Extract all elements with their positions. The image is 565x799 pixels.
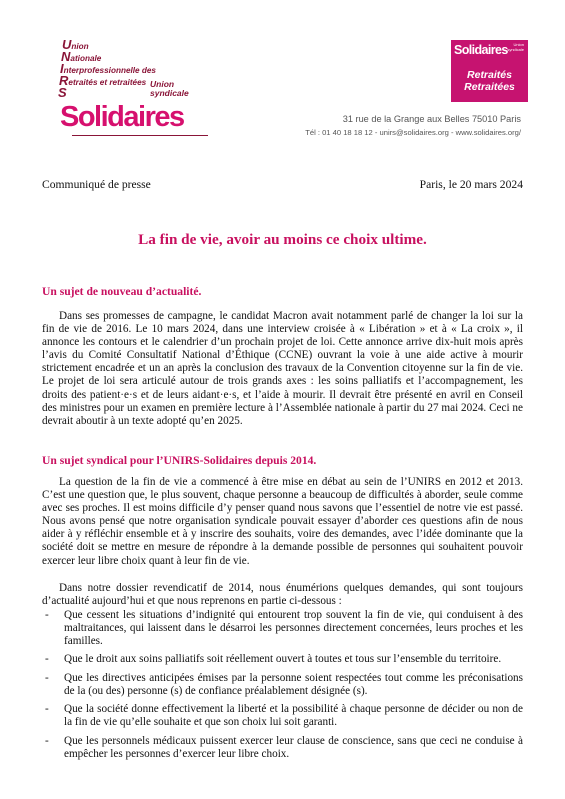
logo-tagline: Union syndicale — [507, 42, 524, 52]
list-item: - Que les personnels médicaux puissent exercer leur clause de conscience, sans que ceci ne conduise à empêcher les personnes d’exercer leur libre choix. — [45, 734, 523, 760]
dateline: Paris, le 20 mars 2024 — [419, 178, 523, 191]
list-item: - Que cessent les situations d’indignité qui entourent trop souvent la fin de vie, qui conduisent à des maltraitances, qui laissent dans le désarroi les personnes directement concernées, leurs proches et les familles. — [45, 609, 523, 648]
bullet-dash: - — [45, 671, 49, 684]
list-item: - Que la société donne effectivement la liberté et la possibilité à chaque personne de décider ou non de la fin de vie qu’elle souhaite et que son choix lui soit garanti. — [45, 703, 523, 729]
section-heading: Un sujet syndical pour l’UNIRS-Solidaires depuis 2014. — [42, 454, 317, 467]
logo-retraitees: Retraitées — [464, 81, 515, 93]
demands-list — [42, 609, 523, 766]
body-paragraph: Dans ses promesses de campagne, le candidat Macron avait notamment parlé de changer la loi sur la fin de vie de 2016. Le 10 mars 2024, dans une interview croisée à « Libération » et à « La croix », il annonce les contours et le calendrier d’un prochain projet de loi. Cette annonce arrive dix-huit mois après l’avis du Comité Consultatif National d’Éthique (CCNE) ouvrant la voie à une aide active à mourir strictement encadrée et un an après la conclusion des travaux de la Convention citoyenne sur la fin de vie. Le projet de loi sera articulé autour de trois grands axes : les soins palliatifs et l’accompagnement, les droits des patient·e·s et de leurs aidant·e·s, et l’aide à mourir. Il devrait être présenté en avril en Conseil des ministres pour un examen en première lecture à l’Assemblée nationale à partir du 27 mai 2024. Ceci ne devrait aboutir à un texte adopté qu’en 2025. — [42, 310, 523, 427]
logo-acronym-line: Interprofessionnelle des — [60, 61, 156, 76]
logo-union-syndicale: Union syndicale — [150, 79, 189, 98]
bullet-dash: - — [45, 734, 49, 747]
list-item: - Que le droit aux soins palliatifs soit réellement ouvert à toutes et tous sur l’ensemble du territoire. — [45, 653, 502, 666]
bullet-dash: - — [45, 653, 49, 666]
page-title: La fin de vie, avoir au moins ce choix ultime. — [138, 231, 427, 248]
logo-acronym-line: S — [58, 85, 67, 100]
logo-acronym-line: Retraités et retraitées — [59, 73, 147, 88]
body-paragraph: Dans notre dossier revendicatif de 2014, nous énumérions quelques demandes, qui sont toujours d’actualité aujourd’hui et que nous reprenons en partie ci-dessous : — [42, 582, 523, 608]
logo-acronym-line: Union — [62, 37, 89, 52]
logo-acronym-line: Nationale — [61, 49, 102, 64]
contact-line: Tél : 01 40 18 18 12 - unirs@solidaires.org - www.solidaires.org/ — [305, 128, 521, 137]
logo-retraites: Retraités — [467, 69, 512, 81]
body-paragraph: La question de la fin de vie a commencé à être mise en débat au sein de l’UNIRS en 2012 et 2013. C’est une question que, le plus souvent, chaque personne a beaucoup de difficultés à aborder, seule comme avec ses proches. Il est moins difficile d’y penser quand nous savons que l’essentiel de notre vie est passé. Nous avons pensé que notre organisation syndicale pouvait essayer d’aborder ces questions afin de nous aider à y réfléchir ensemble et à y inscrire des souhaits, voire des demandes, avec l’idée dominante que la société doit se mettre en mesure de répondre à la demande possible de personnes qui souhaitent pouvoir exercer leur libre choix quant à leur fin de vie. — [42, 476, 523, 567]
logo-wordmark: Solidaires — [60, 101, 184, 133]
press-release-label: Communiqué de presse — [42, 178, 151, 191]
logo-wordmark: Solidaires — [454, 43, 508, 57]
list-item: - Que les directives anticipées émises par la personne soient respectées tout comme les préconisations de la (ou des) personne (s) de confiance préalablement désignée (s). — [45, 671, 523, 697]
address-line: 31 rue de la Grange aux Belles 75010 Paris — [342, 114, 521, 124]
retraites-logo — [451, 40, 528, 102]
bullet-dash: - — [45, 703, 49, 716]
unirs-logo — [58, 37, 208, 140]
logo-underline — [72, 135, 208, 136]
section-heading: Un sujet de nouveau d’actualité. — [42, 285, 202, 298]
bullet-dash: - — [45, 609, 49, 621]
